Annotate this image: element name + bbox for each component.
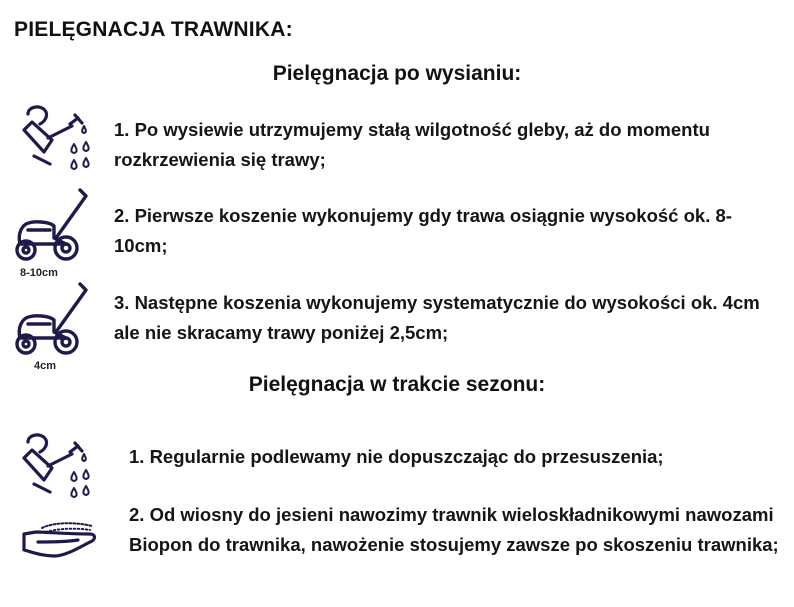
item-text-watering-after-sowing: 1. Po wysiewie utrzymujemy stałą wilgotność gleby, aż do momentu rozkrzewienia się trawy; (114, 119, 710, 170)
section-heading-during-season: Pielęgnacja w trakcie sezonu: (248, 373, 546, 396)
page-title: PIELĘGNACJA TRAWNIKA: (14, 18, 293, 41)
section-heading-after-sowing: Pielęgnacja po wysianiu: (272, 62, 522, 85)
item-text-next-mowings: 3. Następne koszenia wykonujemy systematycznie do wysokości ok. 4cm ale nie skracamy trawy poniżej 2,5cm; (114, 292, 760, 343)
item-text-regular-watering: 1. Regularnie podlewamy nie dopuszczając do przesuszenia; (129, 446, 664, 467)
mower-height-caption: 4cm (34, 360, 57, 372)
lawn-mower-icon (10, 186, 90, 266)
item-text-fertilizing: 2. Od wiosny do jesieni nawozimy trawnik wieloskładnikowymi nawozami Biopon do trawnika, nawożenie stosujemy zawsze po skoszeniu trawnika; (129, 504, 779, 555)
watering-can-icon (18, 104, 96, 174)
lawn-mower-icon (10, 280, 90, 360)
item-text-first-mowing: 2. Pierwsze koszenie wykonujemy gdy trawa osiągnie wysokość ok. 8-10cm; (114, 205, 732, 256)
watering-can-icon (18, 432, 96, 502)
mower-height-caption: 8-10cm (20, 267, 58, 279)
hand-fertilizer-icon (20, 516, 100, 566)
